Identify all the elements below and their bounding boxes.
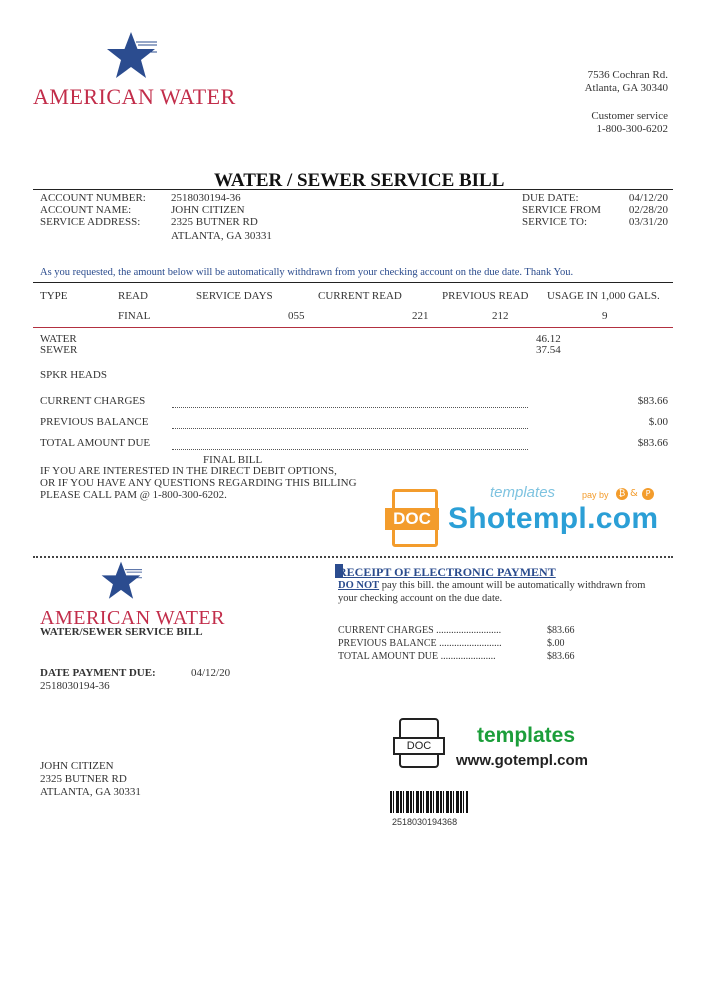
stub-due-value: 04/12/20 xyxy=(191,667,231,679)
stub-name: JOHN CITIZEN xyxy=(40,760,114,772)
company-address-1: 7536 Cochran Rd. xyxy=(587,69,668,81)
barcode-number: 2518030194368 xyxy=(392,817,458,827)
cell-read: FINAL xyxy=(118,310,151,322)
watermark-site: Shotempl.com xyxy=(448,502,659,535)
receipt-total-label: TOTAL AMOUNT DUE ...................... xyxy=(338,651,496,662)
service-to-label: SERVICE TO: xyxy=(522,216,588,228)
total-due-amount: $83.66 xyxy=(637,437,668,449)
stub-address-1: 2325 BUTNER RD xyxy=(40,773,127,785)
stub-account-number: 2518030194-36 xyxy=(40,680,110,692)
notice-divider xyxy=(33,282,673,283)
cut-line xyxy=(33,556,673,558)
receipt-line-1-rest: pay this bill. the amount will be automatically withdrawn from xyxy=(379,580,646,591)
service-from-value: 02/28/20 xyxy=(628,204,668,216)
receipt-previous-value: $.00 xyxy=(547,638,565,649)
cell-previous-read: 212 xyxy=(492,310,509,322)
col-usage: USAGE IN 1,000 GALS. xyxy=(547,290,660,302)
stub-title: WATER/SEWER SERVICE BILL xyxy=(40,626,203,638)
watermark-pay-by: pay by xyxy=(582,490,609,500)
bill-title: WATER / SEWER SERVICE BILL xyxy=(214,170,505,191)
auto-withdraw-notice: As you requested, the amount below will be automatically withdrawn from your checking account on the due date. Thank You. xyxy=(40,267,574,278)
receipt-total-value: $83.66 xyxy=(547,651,575,662)
col-service-days: SERVICE DAYS xyxy=(196,290,273,302)
receipt-previous-label: PREVIOUS BALANCE ......................... xyxy=(338,638,502,649)
info-line-2: OR IF YOU HAVE ANY QUESTIONS REGARDING THIS BILLING xyxy=(40,477,357,489)
bitcoin-icon: ₿ xyxy=(616,488,628,500)
stub-brand: AMERICAN WATER xyxy=(40,607,225,629)
current-charges-amount: $83.66 xyxy=(637,395,668,407)
col-read: READ xyxy=(118,290,148,302)
account-name-label: ACCOUNT NAME: xyxy=(40,204,132,216)
due-date-value: 04/12/20 xyxy=(628,192,668,204)
sewer-label: SEWER xyxy=(40,344,78,356)
receipt-current-value: $83.66 xyxy=(547,625,575,636)
coin-icon: P xyxy=(642,488,654,500)
current-charges-label: CURRENT CHARGES xyxy=(40,395,146,407)
receipt-line-2: your checking account on the due date. xyxy=(338,593,503,604)
star-logo-icon-stub xyxy=(98,560,144,602)
total-due-label: TOTAL AMOUNT DUE xyxy=(40,437,151,449)
current-charges-leader xyxy=(172,407,528,408)
account-name-value: JOHN CITIZEN xyxy=(171,204,245,216)
customer-service-phone: 1-800-300-6202 xyxy=(596,123,668,135)
col-type: TYPE xyxy=(40,290,68,302)
info-line-3: PLEASE CALL PAM @ 1-800-300-6202. xyxy=(40,489,227,501)
doc-label-2: DOC xyxy=(393,737,445,755)
star-logo-icon xyxy=(103,30,159,82)
table-divider xyxy=(33,327,673,328)
receipt-current-label: CURRENT CHARGES .......................... xyxy=(338,625,502,636)
cell-service-days: 055 xyxy=(288,310,305,322)
doc-badge: DOC xyxy=(385,508,439,530)
sewer-amount: 37.54 xyxy=(536,344,561,356)
previous-balance-leader xyxy=(172,428,528,429)
account-number-value: 2518030194-36 xyxy=(171,192,241,204)
water-amount: 46.12 xyxy=(536,333,561,345)
due-date-label: DUE DATE: xyxy=(522,192,579,204)
watermark2-site: www.gotempl.com xyxy=(456,752,588,769)
service-address-label: SERVICE ADDRESS: xyxy=(40,216,141,228)
header-divider xyxy=(33,189,673,190)
watermark-templates: templates xyxy=(490,484,556,501)
col-previous-read: PREVIOUS READ xyxy=(442,290,529,302)
info-line-1: IF YOU ARE INTERESTED IN THE DIRECT DEBIT OPTIONS, xyxy=(40,465,337,477)
service-address-line2: ATLANTA, GA 30331 xyxy=(171,230,272,242)
stub-due-label: DATE PAYMENT DUE: xyxy=(40,667,156,679)
final-bill-label: FINAL BILL xyxy=(203,454,263,466)
watermark2-templates: templates xyxy=(477,724,576,747)
barcode-icon xyxy=(390,791,468,813)
col-current-read: CURRENT READ xyxy=(318,290,402,302)
cell-current-read: 221 xyxy=(412,310,429,322)
cell-usage: 9 xyxy=(602,310,608,322)
receipt-title: RECEIPT OF ELECTRONIC PAYMENT xyxy=(338,565,556,579)
previous-balance-amount: $.00 xyxy=(648,416,668,428)
stub-address-2: ATLANTA, GA 30331 xyxy=(40,786,141,798)
company-brand: AMERICAN WATER xyxy=(33,84,236,109)
total-due-leader xyxy=(172,449,528,450)
company-address-2: Atlanta, GA 30340 xyxy=(584,82,668,94)
customer-service-label: Customer service xyxy=(591,110,668,122)
service-address-line1: 2325 BUTNER RD xyxy=(171,216,258,228)
service-from-label: SERVICE FROM xyxy=(522,204,601,216)
water-label: WATER xyxy=(40,333,77,345)
previous-balance-label: PREVIOUS BALANCE xyxy=(40,416,149,428)
receipt-line-1 xyxy=(338,580,645,592)
service-to-value: 03/31/20 xyxy=(628,216,668,228)
do-not-text: DO NOT xyxy=(338,580,380,591)
account-number-label: ACCOUNT NUMBER: xyxy=(40,192,146,204)
spkr-heads-label: SPKR HEADS xyxy=(40,369,107,381)
amp-glyph: & xyxy=(630,488,638,499)
